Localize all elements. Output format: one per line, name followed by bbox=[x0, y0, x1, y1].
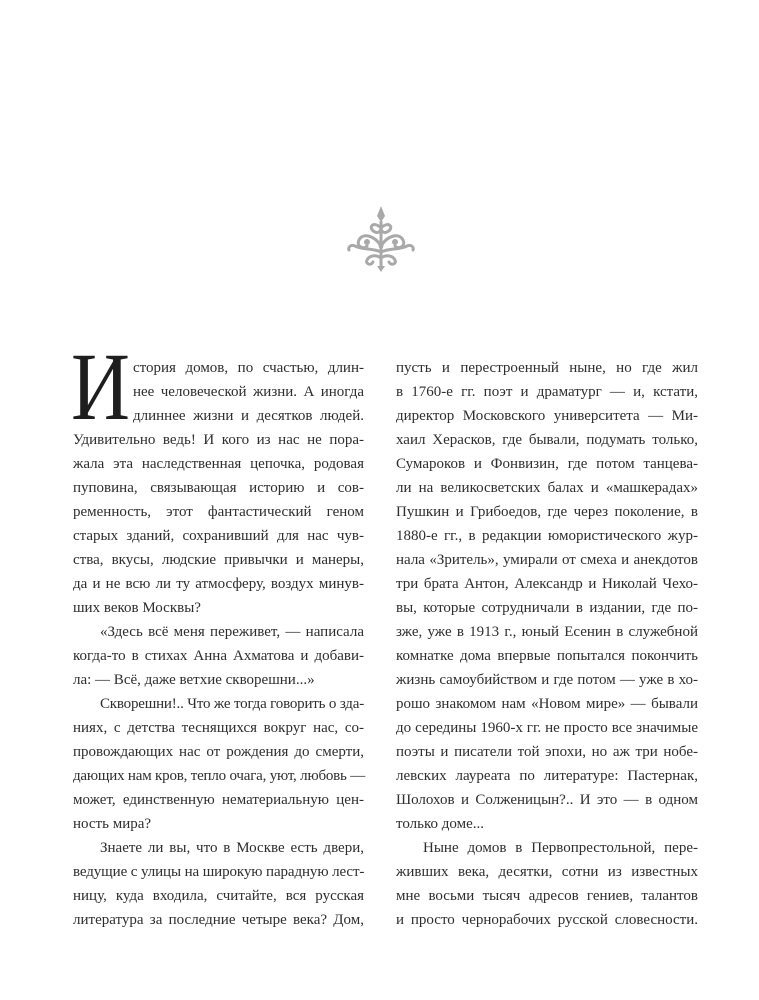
text-line: вы, которые сотрудничали в издании, где по- bbox=[396, 600, 698, 616]
text-line: ведущие с улицы на широкую парадную лест- bbox=[73, 864, 365, 880]
text-line: провождающих нас от рождения до смерти, bbox=[73, 744, 364, 760]
text-line: левских лауреата по литературе: Пастернак, bbox=[396, 768, 698, 784]
text-line: дающих нам кров, тепло очага, уют, любовь — bbox=[73, 768, 366, 784]
text-line: ства, вкусы, людские привычки и манеры, bbox=[73, 552, 364, 568]
text-line: в 1760-е гг. поэт и драматург — и, кстати, bbox=[396, 384, 698, 400]
text-line: ла: — Всё, даже ветхие скворешни...» bbox=[73, 672, 315, 688]
text-line: пусть и перестроенный ныне, но где жил bbox=[396, 360, 698, 376]
text-line: ли на великосветских балах и «машкерадах» bbox=[396, 480, 698, 496]
text-line: Шолохов и Солженицын?.. И это — в одном bbox=[396, 792, 698, 808]
text-line: литература за последние четыре века? Дом, bbox=[73, 912, 364, 928]
text-line: 1880-е гг., в редакции юмористического жур- bbox=[396, 528, 698, 544]
text-line: ниях, с детства теснящихся вокруг нас, со- bbox=[73, 720, 364, 736]
text-line: стория домов, по счастью, длин- bbox=[133, 360, 364, 376]
text-line: три брата Антон, Александр и Николай Чехо- bbox=[396, 576, 698, 592]
fleuron-ornament-icon bbox=[345, 202, 417, 274]
text-line: и просто чернорабочих русской словесности. bbox=[396, 912, 698, 928]
drop-cap: И bbox=[71, 333, 130, 440]
text-line: зже, уже в 1913 г., юный Есенин в служебной bbox=[396, 624, 698, 640]
text-line: мне восьми тысяч адресов гениев, талантов bbox=[396, 888, 698, 904]
text-line: «Здесь всё меня переживет, — написала bbox=[100, 624, 364, 640]
text-line: только доме... bbox=[396, 816, 485, 832]
text-line: может, единственную нематериальную цен- bbox=[73, 792, 364, 808]
text-line: комнатке дома впервые попытался покончить bbox=[396, 648, 698, 664]
text-line: хаил Херасков, где бывали, подумать только, bbox=[396, 432, 698, 448]
text-line: Сумароков и Фонвизин, где потом танцева- bbox=[396, 456, 698, 472]
text-line: Ныне домов в Первопрестольной, пере- bbox=[423, 840, 698, 856]
text-line: Пушкин и Грибоедов, где через поколение, в bbox=[396, 504, 698, 520]
text-line: длиннее жизни и десятков людей. bbox=[133, 408, 364, 424]
text-line: Удивительно ведь! И кого из нас не пора- bbox=[73, 432, 364, 448]
text-line: жизнь самоубийством и где потом — уже в хо- bbox=[396, 672, 698, 688]
text-line: да и не всю ли ту атмосферу, воздух минув- bbox=[73, 576, 364, 592]
text-column-left bbox=[73, 356, 364, 932]
text-line: живших века, десятки, сотни из известных bbox=[396, 864, 698, 880]
text-line: жала эта наследственная цепочка, родовая bbox=[73, 456, 364, 472]
text-line: Знаете ли вы, что в Москве есть двери, bbox=[100, 840, 364, 856]
text-line: ницу, куда входила, считайте, вся русская bbox=[73, 888, 364, 904]
text-line: нее человеческой жизни. А иногда bbox=[133, 384, 364, 400]
text-line: поэты и писатели той эпохи, но аж три нобе- bbox=[396, 744, 698, 760]
text-column-right bbox=[396, 356, 698, 932]
text-line: когда-то в стихах Анна Ахматова и добави- bbox=[73, 648, 364, 664]
text-line: рошо знакомом нам «Новом мире» — бывали bbox=[396, 696, 698, 712]
text-line: ших веков Москвы? bbox=[73, 600, 201, 616]
text-line: пуповина, связывающая историю и сов- bbox=[73, 480, 364, 496]
text-line: Скворешни!.. Что же тогда говорить о зда- bbox=[100, 696, 364, 712]
text-line: ность мира? bbox=[73, 816, 152, 832]
text-line: ременность, этот фантастический геном bbox=[73, 504, 364, 520]
text-line: директор Московского университета — Ми- bbox=[396, 408, 698, 424]
text-line: нала «Зритель», умирали от смеха и анекдотов bbox=[396, 552, 698, 568]
text-line: старых зданий, сохранивший для нас чув- bbox=[73, 528, 364, 544]
text-line: до середины 1960-х гг. не просто все значимые bbox=[396, 720, 698, 736]
